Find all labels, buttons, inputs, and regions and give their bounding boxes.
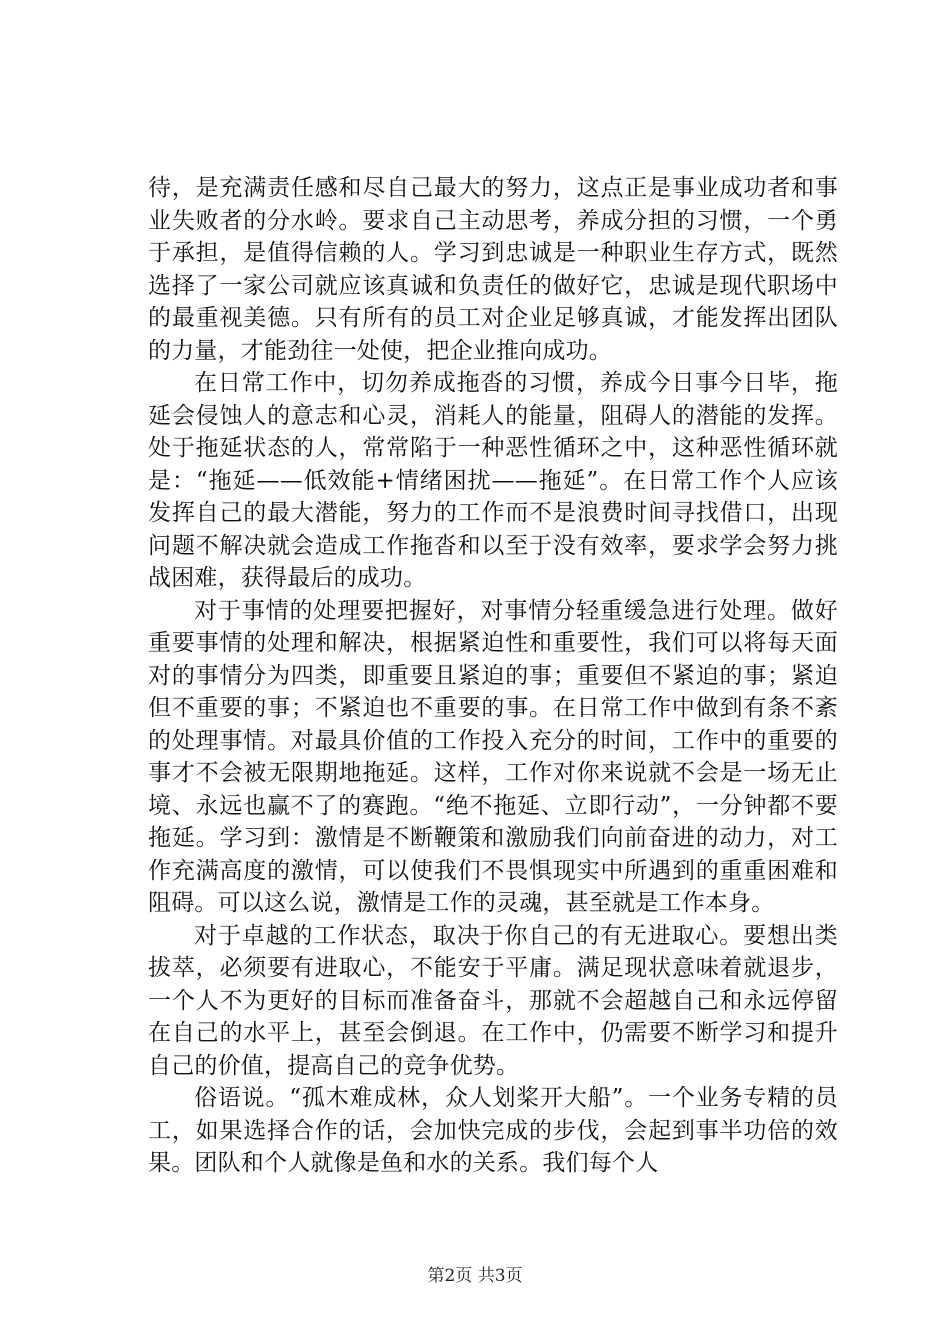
paragraph-5: 俗语说。“孤木难成林，众人划桨开大船”。一个业务专精的员工，如果选择合作的话，会加快完成的步伐，会起到事半功倍的效果。团队和个人就像是鱼和水的关系。我们每个人 (148, 1085, 838, 1176)
paragraph-1: 待，是充满责任感和尽自己最大的努力，这点正是事业成功者和事业失败者的分水岭。要求自己主动思考，养成分担的习惯，一个勇于承担，是值得信赖的人。学习到忠诚是一种职业生存方式，既然选择了一家公司就应该真诚和负责任的做好它，忠诚是现代职场中的最重视美德。只有所有的员工对企业足够真诚，才能发挥出团队的力量，才能劲往一处使，把企业推向成功。 (148, 175, 838, 364)
body-text (148, 172, 838, 1180)
paragraph-3: 对于事情的处理要把握好，对事情分轻重缓急进行处理。做好重要事情的处理和解决，根据紧迫性和重要性，我们可以将每天面对的事情分为四类，即重要且紧迫的事；重要但不紧迫的事；紧迫但不重要的事；不紧迫也不重要的事。在日常工作中做到有条不紊的处理事情。对最具价值的工作投入充分的时间，工作中的重要的事才不会被无限期地拖延。这样，工作对你来说就不会是一场无止境、永远也赢不了的赛跑。“绝不拖延、立即行动”，一分钟都不要拖延。学习到：激情是不断鞭策和激励我们向前奋进的动力，对工作充满高度的激情，可以使我们不畏惧现实中所遇到的重重困难和阻碍。可以这么说，激情是工作的灵魂，甚至就是工作本身。 (148, 597, 838, 916)
page-footer: 第2页 共3页 (427, 1266, 523, 1286)
paragraph-2: 在日常工作中，切勿养成拖沓的习惯，养成今日事今日毕，拖延会侵蚀人的意志和心灵，消耗人的能量，阻碍人的潜能的发挥。处于拖延状态的人，常常陷于一种恶性循环之中，这种恶性循环就是：“拖延——低效能+情绪困扰——拖延”。在日常工作个人应该发挥自己的最大潜能，努力的工作而不是浪费时间寻找借口，出现问题不解决就会造成工作拖沓和以至于没有效率，要求学会努力挑战困难，获得最后的成功。 (148, 370, 838, 591)
paragraph-4: 对于卓越的工作状态，取决于你自己的有无进取心。要想出类拔萃，必须要有进取心，不能安于平庸。满足现状意味着就退步，一个人不为更好的目标而准备奋斗，那就不会超越自己和永远停留在自己的水平上，甚至会倒退。在工作中，仍需要不断学习和提升自己的价值，提高自己的竞争优势。 (148, 922, 838, 1079)
